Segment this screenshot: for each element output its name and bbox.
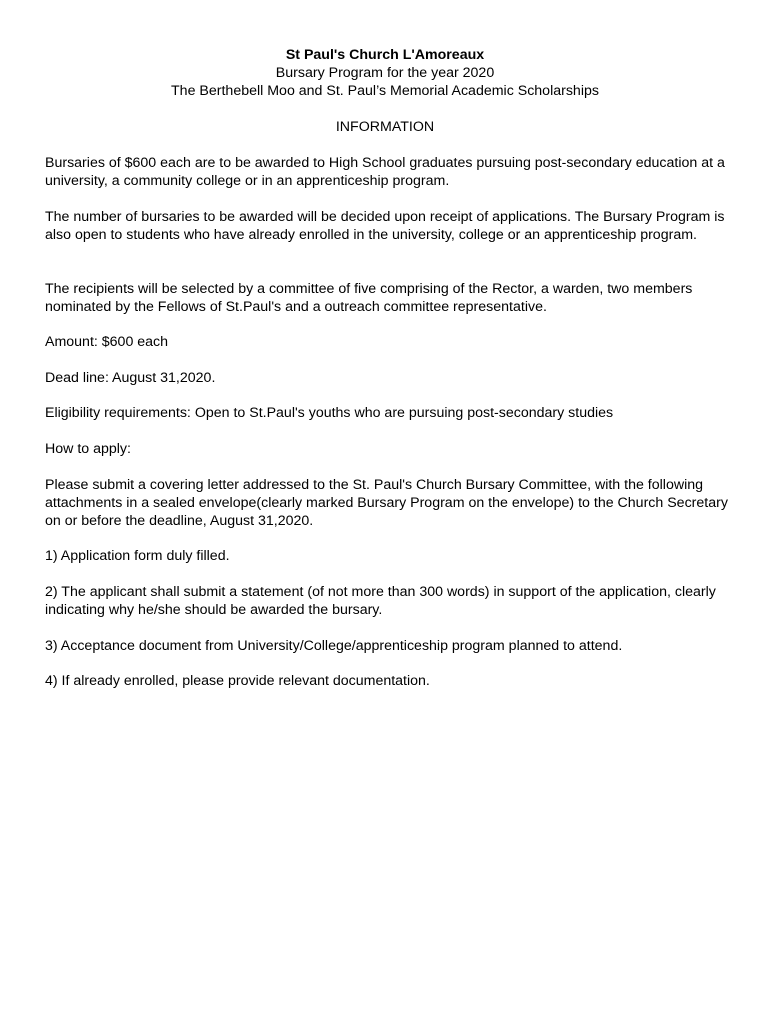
- deadline-line: Dead line: August 31,2020.: [45, 370, 216, 386]
- requirement-item: 3) Acceptance document from University/College/apprenticeship program planned to attend.: [45, 638, 623, 654]
- information-heading: INFORMATION: [335, 119, 435, 135]
- church-title: St Paul's Church L'Amoreaux: [285, 47, 485, 63]
- application-instructions: Please submit a covering letter addressed to the St. Paul's Church Bursary Committee, with the following attachments in a sealed envelope(clearly marked Bursary Program on the envelope) to the Church Secretary on or before the deadline, August 31,2020.: [45, 477, 728, 529]
- how-to-apply-heading: How to apply:: [45, 441, 131, 457]
- scholarship-line: The Berthebell Moo and St. Paul’s Memorial Academic Scholarships: [171, 83, 599, 99]
- paragraph-number-of-bursaries: The number of bursaries to be awarded will be decided upon receipt of applications. The Bursary Program is also open to students who have already enrolled in the university, college or an apprenticeship program.: [45, 209, 725, 243]
- paragraph-selection-committee: The recipients will be selected by a committee of five comprising of the Rector, a warden, two members nominated by the Fellows of St.Paul's and a outreach committee representative.: [45, 281, 693, 315]
- paragraph-bursary-amount-intro: Bursaries of $600 each are to be awarded to High School graduates pursuing post-secondary education at a university, a community college or in an apprenticeship program.: [45, 155, 725, 189]
- requirement-item: 4) If already enrolled, please provide relevant documentation.: [45, 673, 430, 689]
- requirement-item: 2) The applicant shall submit a statement (of not more than 300 words) in support of the application, clearly indicating why he/she should be awarded the bursary.: [45, 584, 716, 618]
- program-subtitle: Bursary Program for the year 2020: [275, 65, 495, 81]
- requirement-item: 1) Application form duly filled.: [45, 548, 230, 564]
- eligibility-line: Eligibility requirements: Open to St.Paul's youths who are pursuing post-secondary studies: [45, 405, 614, 421]
- document-header: [0, 46, 770, 100]
- amount-line: Amount: $600 each: [45, 334, 169, 350]
